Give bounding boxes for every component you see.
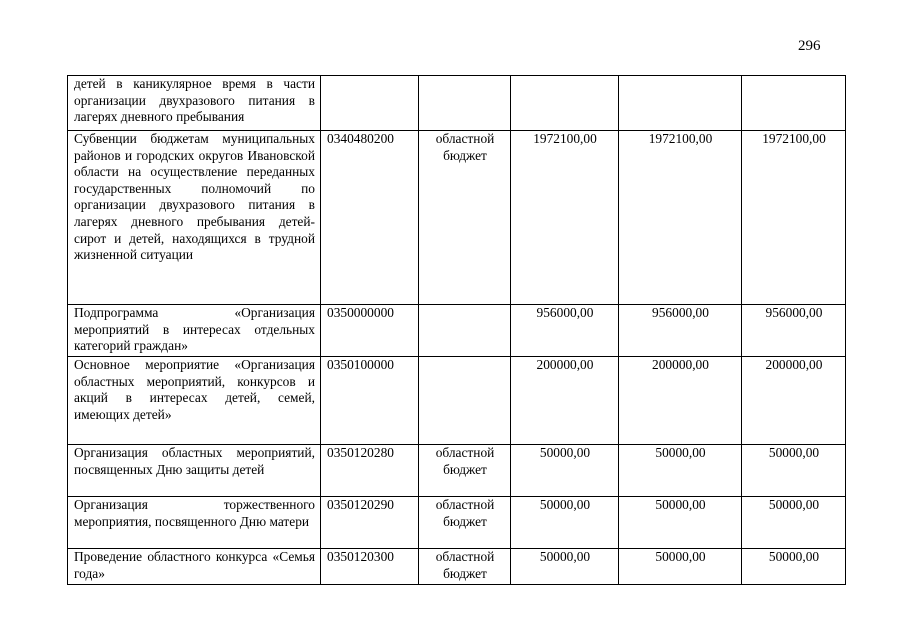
row-value-3-cell: 50000,00 <box>742 549 846 585</box>
table-row <box>68 445 846 497</box>
row-value-1-cell: 1972100,00 <box>511 131 619 305</box>
table-row <box>68 357 846 445</box>
row-name-cell: Организация областных мероприятий, посвященных Дню защиты детей <box>68 445 321 497</box>
row-code-cell: 0350120290 <box>321 497 419 549</box>
row-code-cell: 0350120300 <box>321 549 419 585</box>
row-value-2-cell: 956000,00 <box>619 305 742 357</box>
row-value-3-cell: 50000,00 <box>742 497 846 549</box>
row-value-3-cell: 956000,00 <box>742 305 846 357</box>
row-name-cell: детей в каникулярное время в части организации двухразового питания в лагерях дневного пребывания <box>68 76 321 131</box>
table-row <box>68 76 846 131</box>
row-code-cell: 0350120280 <box>321 445 419 497</box>
row-value-2-cell: 200000,00 <box>619 357 742 445</box>
row-code-cell: 0350100000 <box>321 357 419 445</box>
row-value-3-cell <box>742 76 846 131</box>
row-name-cell: Подпрограмма «Организация мероприятий в интересах отдельных категорий граждан» <box>68 305 321 357</box>
row-code-cell: 0350000000 <box>321 305 419 357</box>
row-value-1-cell: 50000,00 <box>511 549 619 585</box>
row-source-cell <box>419 357 511 445</box>
row-value-1-cell <box>511 76 619 131</box>
table-row <box>68 131 846 305</box>
row-value-1-cell: 50000,00 <box>511 497 619 549</box>
row-value-1-cell: 50000,00 <box>511 445 619 497</box>
row-name-cell: Проведение областного конкурса «Семья года» <box>68 549 321 585</box>
row-source-cell <box>419 305 511 357</box>
row-value-2-cell: 1972100,00 <box>619 131 742 305</box>
row-code-cell <box>321 76 419 131</box>
page-number: 296 <box>798 38 821 54</box>
row-source-cell <box>419 76 511 131</box>
row-code-cell: 0340480200 <box>321 131 419 305</box>
row-value-2-cell <box>619 76 742 131</box>
row-value-1-cell: 956000,00 <box>511 305 619 357</box>
budget-table <box>67 75 846 585</box>
row-value-2-cell: 50000,00 <box>619 497 742 549</box>
row-value-3-cell: 50000,00 <box>742 445 846 497</box>
table-row <box>68 549 846 585</box>
row-name-cell: Организация торжественного мероприятия, посвященного Дню матери <box>68 497 321 549</box>
row-value-3-cell: 1972100,00 <box>742 131 846 305</box>
row-value-2-cell: 50000,00 <box>619 445 742 497</box>
row-source-cell: областной бюджет <box>419 497 511 549</box>
row-value-2-cell: 50000,00 <box>619 549 742 585</box>
row-source-cell: областной бюджет <box>419 549 511 585</box>
row-name-cell: Субвенции бюджетам муниципальных районов и городских округов Ивановской области на осуществление переданных государственных полномочий по организации двухразового питания в лагерях дневного пребывания детей-сирот и детей, находящихся в трудной жизненной ситуации <box>68 131 321 305</box>
table-row <box>68 497 846 549</box>
row-source-cell: областной бюджет <box>419 445 511 497</box>
row-source-cell: областной бюджет <box>419 131 511 305</box>
row-value-1-cell: 200000,00 <box>511 357 619 445</box>
table-row <box>68 305 846 357</box>
row-value-3-cell: 200000,00 <box>742 357 846 445</box>
row-name-cell: Основное мероприятие «Организация областных мероприятий, конкурсов и акций в интересах детей, семей, имеющих детей» <box>68 357 321 445</box>
